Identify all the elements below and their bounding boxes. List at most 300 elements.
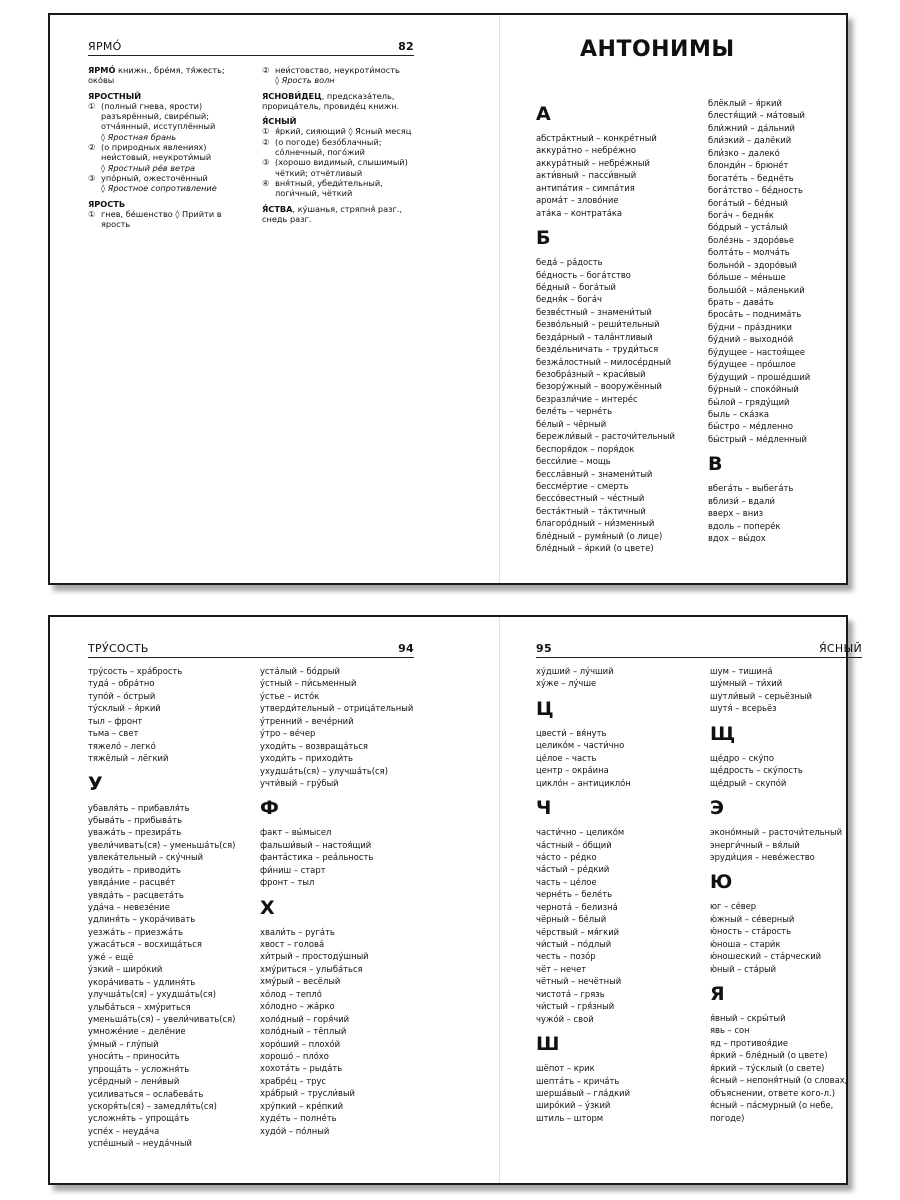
section-gap: [708, 475, 810, 482]
headword: ЯРОСТНЫЙ: [88, 90, 142, 101]
antonym-pair: броса́ть – поднима́ть: [708, 309, 802, 320]
section-gap: [710, 819, 847, 826]
antonym-pair: бо́дрый – уста́лый: [708, 222, 788, 233]
antonym-pair: бедня́к – бога́ч: [536, 294, 602, 305]
antonym-pair: юг – се́вер: [710, 901, 757, 912]
antonym-pair: абстра́ктный – конкре́тный: [536, 133, 657, 143]
antonym-pair: вдох – вы́дох: [708, 533, 766, 543]
antonym-pair: черне́ть – беле́ть: [536, 889, 613, 900]
antonym-pair: хи́трый – простоду́шный: [260, 951, 369, 962]
usage-example: ◊ Яростное сопротивление: [101, 183, 217, 194]
antonym-pair: цикло́н – антицикло́н: [536, 777, 631, 788]
section-gap: [710, 863, 847, 871]
section-letter: У: [88, 772, 103, 795]
dictionary-entry: [262, 65, 417, 86]
sense-body: [101, 101, 238, 142]
antonym-pair: бога́ч – бедня́к: [708, 209, 774, 220]
sense-body: [275, 157, 417, 178]
antonym-pair: убавля́ть – прибавля́ть: [88, 802, 190, 813]
antonym-pair: тяжело́ – легко́: [88, 740, 156, 751]
antonym-pair: шум – тишина́: [710, 666, 773, 676]
antonym-pair: шутли́вый – серьёзный: [710, 690, 812, 701]
dictionary-column-2: [262, 65, 417, 229]
antonym-pair: шепта́ть – крича́ть: [536, 1075, 620, 1086]
dictionary-entry: [262, 204, 417, 225]
section-gap: [536, 125, 675, 132]
antonym-pair: фронт – тыл: [260, 877, 315, 888]
dictionary-column-1: [88, 65, 238, 234]
antonym-pair: безве́стный – знамени́тый: [536, 306, 652, 317]
antonym-pair: чи́стый – по́длый: [536, 939, 612, 949]
section-gap: [536, 1025, 631, 1033]
antonym-pair: безда́рный – тала́нтливый: [536, 331, 653, 342]
antonym-pair: убыва́ть – прибыва́ть: [88, 814, 183, 825]
antonym-pair: хра́брый – трусли́вый: [260, 1088, 355, 1099]
antonym-pair: бессла́вный – знамени́тый: [536, 468, 653, 479]
entry-head-line: [262, 116, 417, 126]
antonym-pair: вбега́ть – выбега́ть: [708, 483, 794, 494]
section-letter: Я: [710, 983, 725, 1005]
header-word: Я́СНЫЙ: [818, 642, 862, 655]
antonym-pair: целико́м – части́чно: [536, 740, 625, 751]
antonym-pair: вдоль – попере́к: [708, 520, 781, 531]
entry-text: , предсказа́тель, прорица́тель, провиде́ц книжн.: [262, 90, 400, 111]
page-number: 82: [398, 40, 414, 53]
antonym-pair: бо́льше – ме́ньше: [708, 272, 786, 283]
section-gap: [710, 975, 847, 983]
antonym-pair: акти́вный – пасси́вный: [536, 170, 637, 181]
antonym-pair: ча́стый – ре́дкий: [536, 864, 610, 875]
antonym-pair: фальши́вый – настоя́щий: [260, 839, 372, 850]
section-gap: [710, 789, 847, 797]
antonym-pair: беста́ктный – та́ктичный: [536, 505, 646, 516]
antonym-pair: беда́ – ра́дость: [536, 257, 603, 268]
antonym-pair: беле́ть – черне́ть: [536, 406, 613, 417]
usage-example: ◊ Ярость волн: [275, 75, 335, 86]
antonym-pair: тяжёлый – лёгкий: [88, 753, 169, 764]
sense-text: (о природных явлениях) неи́стовый, неукроти́мый: [101, 142, 212, 163]
dictionary-entry: [88, 199, 238, 230]
antonym-pair: антипа́тия – симпа́тия: [536, 182, 635, 193]
section-gap: [536, 720, 631, 727]
antonym-pair: тьма – свет: [88, 728, 139, 739]
entry-head-line: [88, 65, 238, 86]
antonym-pair: части́чно – целико́м: [536, 827, 625, 838]
antonym-pair: уноси́ть – приноси́ть: [88, 1051, 180, 1062]
antonym-pair: бога́тый – бе́дный: [708, 197, 788, 208]
antonym-pair: у́тренний – вече́рний: [260, 715, 354, 726]
entry-sense: [262, 157, 417, 178]
antonym-pair: бе́лый – чёрный: [536, 418, 607, 429]
antonym-pair: шу́мный – ти́хий: [710, 678, 783, 689]
antonym-pair: беспоря́док – поря́док: [536, 443, 635, 454]
entry-head-line: [88, 199, 238, 209]
entry-text: книжн., бре́мя, тя́жесть; око́вы: [88, 65, 225, 86]
antonym-pair: ту́склый – я́ркий: [88, 703, 161, 714]
antonym-pair: бы́стрый – ме́дленный: [708, 433, 807, 444]
antonym-pair: удлиня́ть – укора́чивать: [88, 914, 196, 925]
antonym-pair: худе́ть – полне́ть: [260, 1113, 337, 1124]
antonym-pair: хму́рый – весёлый: [260, 976, 341, 987]
entry-sense: [88, 173, 238, 194]
antonym-pair: больно́й – здоро́вый: [708, 259, 797, 270]
antonym-pair: уменьша́ть(ся) – увели́чивать(ся): [88, 1013, 236, 1024]
antonym-pair: у́тро – ве́чер: [260, 728, 316, 739]
antonym-pair: бу́дни – пра́здники: [708, 321, 792, 332]
entry-sense: [262, 126, 417, 136]
antonym-pair: улучша́ть(ся) – ухудша́ть(ся): [88, 989, 216, 1000]
antonym-pair: уста́лый – бо́дрый: [260, 666, 340, 676]
antonym-column-2: [260, 665, 413, 1137]
section-letter: Ф: [260, 797, 279, 820]
antonym-pair: шутя́ – всерьёз: [710, 703, 777, 714]
bottom-book-spread: [48, 615, 862, 1185]
antonym-column-1: [536, 103, 675, 555]
antonym-pair: цвести́ – вя́нуть: [536, 727, 607, 738]
antonym-pair: уже́ – ещё: [88, 951, 134, 962]
entry-sense: [262, 137, 417, 158]
section-letter: В: [708, 453, 723, 476]
section-gap: [710, 893, 847, 900]
page-number: 94: [398, 642, 414, 655]
dictionary-entry: [262, 116, 417, 198]
antonym-pair: тыл – фронт: [88, 715, 143, 726]
antonym-pair: ча́сто – ре́дко: [536, 851, 597, 862]
sense-body: [101, 209, 238, 230]
antonym-pair: фанта́стика – реа́льность: [260, 852, 374, 863]
section-gap: [536, 219, 675, 227]
antonym-pair: хохота́ть – рыда́ть: [260, 1063, 343, 1074]
antonym-pair: безжа́лостный – милосе́рдный: [536, 356, 672, 367]
entry-head-line: [262, 91, 417, 112]
antonym-pair: безобра́зный – краси́вый: [536, 369, 646, 379]
header-word: ЯРМО́: [88, 40, 122, 53]
antonym-pair: центр – окра́ина: [536, 765, 609, 776]
section-letter: Б: [536, 227, 551, 250]
antonym-pair: хоро́ший – плохо́й: [260, 1038, 341, 1049]
antonym-pair: худо́й – по́лный: [260, 1125, 330, 1136]
antonym-pair: погоде): [710, 1112, 745, 1123]
antonym-pair: бесси́лие – мощь: [536, 456, 611, 467]
antonym-pair: усиливаться – ослабева́ть: [88, 1088, 204, 1099]
sense-number: ②: [262, 136, 270, 147]
antonym-pair: бы́стро – ме́дленно: [708, 421, 794, 432]
sense-body: [275, 126, 411, 136]
antonym-pair: ю́ность – ста́рость: [710, 926, 792, 937]
entry-text: , ку́шанья, стряпня́ разг., снедь разг.: [262, 203, 403, 224]
antonym-pair: бессо́вестный – че́стный: [536, 493, 645, 504]
antonym-pair: бу́дний – выходно́й: [708, 334, 794, 345]
antonym-pair: хорошо́ – пло́хо: [260, 1050, 329, 1061]
antonym-pair: увели́чивать(ся) – уменьша́ть(ся): [88, 839, 236, 850]
sense-number: ②: [88, 142, 96, 153]
antonym-pair: ча́стный – о́бщий: [536, 839, 612, 850]
usage-example: ◊ Яростный рёв ветра: [101, 162, 196, 173]
page-header: [88, 641, 414, 658]
top-book-spread: [48, 13, 848, 585]
antonym-pair: бли́зко – далеко́: [708, 147, 780, 158]
antonym-pair: ю́жный – се́верный: [710, 913, 795, 924]
section-gap: [710, 715, 847, 723]
antonym-pair: уходи́ть – возвраща́ться: [260, 740, 368, 751]
sense-text: гнев, бе́шенство ◊ Прийти в ярость: [101, 208, 222, 230]
section-gap: [710, 1005, 847, 1012]
antonym-pair: ху́же – лу́чше: [536, 678, 597, 689]
antonym-pair: бе́дный – бога́тый: [536, 281, 616, 292]
section-letter: Ц: [536, 697, 554, 720]
headword: ЯРОСТЬ: [88, 198, 126, 209]
antonym-pair: эконо́мный – расточи́тельный: [710, 827, 843, 838]
antonym-pair: чернота́ – белизна́: [536, 901, 618, 912]
sense-body: [275, 178, 417, 199]
antonym-pair: я́сный – па́смурный (о небе,: [710, 1100, 834, 1111]
antonym-pair: це́лое – часть: [536, 752, 597, 763]
antonym-pair: хо́лодно – жа́рко: [260, 1001, 335, 1012]
page-95: [500, 617, 862, 1183]
antonym-pair: хо́лод – тепло́: [260, 988, 322, 999]
page-94: [50, 617, 499, 1183]
antonym-pair: ата́ка – контрата́ка: [536, 207, 623, 218]
antonym-pair: хму́риться – улыба́ться: [260, 963, 363, 974]
section-gap: [260, 889, 413, 897]
antonym-pair: чи́стый – гря́зный: [536, 1001, 615, 1012]
page-number: 95: [536, 642, 552, 655]
antonym-pair: бле́дный – я́ркий (о цвете): [536, 543, 654, 554]
headword: Я́СНЫЙ: [262, 116, 297, 127]
sense-text: я́ркий, сияющий ◊ Ясный месяц: [275, 126, 412, 137]
antonym-pair: хру́пкий – кре́пкий: [260, 1100, 344, 1111]
antonym-pair: умноже́ние – деле́ние: [88, 1026, 186, 1037]
sense-text: (хорошо видимый, слышимый) чёткий; отчётливый: [275, 157, 408, 178]
antonym-pair: благоро́дный – ни́зменный: [536, 518, 655, 529]
antonym-pair: аккура́тно – небре́жно: [536, 145, 637, 156]
antonym-column-2: [708, 97, 810, 544]
antonym-pair: холо́дный – тёплый: [260, 1026, 347, 1037]
antonym-pair: эруди́ция – неве́жество: [710, 851, 815, 862]
antonym-pair: ху́дший – лу́чший: [536, 666, 614, 676]
antonym-pair: уходи́ть – приходи́ть: [260, 753, 353, 764]
antonym-pair: ускоря́ть(ся) – замедля́ть(ся): [88, 1101, 217, 1111]
antonym-pair: ще́дро – ску́по: [710, 752, 775, 763]
antonym-pair: усложня́ть – упроща́ть: [88, 1113, 190, 1124]
antonym-pair: тупо́й – о́стрый: [88, 690, 156, 701]
antonym-pair: увяда́ние – расцве́т: [88, 877, 176, 888]
page-header: [536, 641, 862, 658]
antonym-pair: у́стье – исто́к: [260, 690, 320, 701]
antonym-pair: бережли́вый – расточи́тельный: [536, 431, 675, 442]
antonym-pair: ухудша́ть(ся) – улучша́ть(ся): [260, 765, 388, 776]
antonym-pair: тру́сость – хра́брость: [88, 666, 183, 676]
section-gap: [88, 765, 235, 773]
antonym-pair: хвали́ть – руга́ть: [260, 926, 335, 937]
antonym-pair: я́ркий – бле́дный (о цвете): [710, 1050, 828, 1061]
section-gap: [260, 819, 413, 826]
antonym-pair: энерги́чный – вя́лый: [710, 839, 800, 850]
antonym-pair: блёклый – я́ркий: [708, 98, 782, 108]
antonym-pair: уважа́ть – презира́ть: [88, 827, 182, 838]
sense-number: ②: [262, 65, 270, 75]
antonym-pair: фи́ниш – старт: [260, 864, 326, 875]
antonym-pair: укора́чивать – удлиня́ть: [88, 976, 196, 987]
antonym-pair: ю́ношеский – ста́рческий: [710, 951, 822, 962]
antonym-pair: бы́лой – гряду́щий: [708, 396, 790, 407]
section-gap: [708, 445, 810, 453]
section-gap: [536, 789, 631, 797]
antonym-pair: ще́дрость – ску́пость: [710, 765, 803, 776]
sense-body: [275, 137, 417, 158]
entry-sense: [88, 101, 238, 142]
header-word: ТРУ́СОСТЬ: [88, 642, 149, 655]
section-gap: [536, 249, 675, 256]
antonym-pair: у́зкий – широ́кий: [88, 964, 163, 975]
section-gap: [88, 795, 235, 802]
antonym-pair: безво́льный – реши́тельный: [536, 319, 660, 330]
sense-body: [101, 142, 238, 173]
page-header: [88, 39, 414, 56]
antonym-pair: уводи́ть – приводи́ть: [88, 864, 181, 875]
section-gap: [710, 745, 847, 752]
antonym-pair: бога́тство – бе́дность: [708, 185, 803, 196]
headword: ЯРМО́: [88, 65, 116, 75]
antonym-pair: вблизи́ – вдали́: [708, 495, 775, 506]
antonym-pair: я́вный – скры́тый: [710, 1013, 786, 1023]
antonym-pair: увяда́ть – расцвета́ть: [88, 889, 184, 900]
antonym-pair: честь – позо́р: [536, 951, 596, 962]
section-letter: Ю: [710, 871, 733, 894]
antonym-pair: безде́льничать – труди́ться: [536, 344, 659, 355]
antonym-pair: безору́жный – вооружённый: [536, 381, 662, 392]
entry-head-line: [262, 204, 417, 225]
dictionary-entry: [262, 91, 417, 112]
antonym-pair: чёрствый – мя́гкий: [536, 926, 620, 937]
antonym-pair: широ́кий – у́зкий: [536, 1100, 611, 1111]
antonym-pair: туда́ – обра́тно: [88, 678, 155, 689]
antonym-pair: улыба́ться – хму́риться: [88, 1001, 191, 1012]
antonym-pair: ю́ный – ста́рый: [710, 963, 777, 974]
antonym-pair: у́стный – пи́сьменный: [260, 678, 357, 689]
headword: ЯСНОВИ́ДЕЦ: [262, 90, 322, 101]
antonym-pair: я́сный – непоня́тный (о словах,: [710, 1075, 848, 1086]
antonym-pair: шерша́вый – гла́дкий: [536, 1087, 631, 1098]
antonym-pair: брать – дава́ть: [708, 297, 774, 307]
section-gap: [536, 1055, 631, 1062]
antonym-pair: хвост – голова́: [260, 939, 325, 949]
entry-head-line: [88, 91, 238, 101]
antonym-pair: бе́дность – бога́тство: [536, 269, 631, 280]
antonym-pair: успе́х – неуда́ча: [88, 1125, 160, 1136]
entry-sense: [88, 209, 238, 230]
sense-number: ①: [88, 208, 96, 219]
antonym-pair: аккура́тный – небре́жный: [536, 157, 650, 168]
antonym-pair: чёрный – бе́лый: [536, 914, 607, 925]
sense-text: (полный гнева, ярости) разъярённый, свире́пый; отча́янный, исступлённый: [101, 100, 216, 132]
antonym-pair: бу́рный – споко́йный: [708, 384, 799, 395]
antonym-pair: богате́ть – бедне́ть: [708, 172, 794, 183]
antonym-pair: ю́ноша – стари́к: [710, 938, 781, 949]
antonym-pair: у́мный – глу́пый: [88, 1038, 159, 1049]
section-letter: Э: [710, 797, 724, 820]
antonym-pair: чистота́ – грязь: [536, 988, 605, 999]
antonym-pair: увлека́тельный – ску́чный: [88, 852, 204, 863]
sense-body: [275, 65, 400, 86]
antonym-pair: холо́дный – горя́чий: [260, 1013, 350, 1024]
antonym-column-2: [710, 665, 847, 1124]
antonym-pair: уда́ча – невезе́ние: [88, 902, 170, 912]
antonym-pair: блонди́н – брюне́т: [708, 160, 789, 171]
antonym-pair: усе́рдный – лени́вый: [88, 1076, 180, 1087]
antonym-pair: арома́т – злово́ние: [536, 195, 619, 206]
antonym-pair: яд – противоя́дие: [710, 1037, 789, 1048]
antonym-pair: блестя́щий – ма́товый: [708, 110, 805, 121]
sense-body: [101, 173, 217, 194]
headword: Я́СТВА: [262, 203, 293, 214]
antonym-pair: чётный – нечётный: [536, 976, 622, 987]
antonym-pair: боле́знь – здоро́вье: [708, 234, 795, 245]
section-gap: [260, 789, 413, 797]
antonym-pair: штиль – шторм: [536, 1112, 604, 1123]
section-title: АНТОНИМЫ: [580, 37, 735, 62]
antonym-column-1: [536, 665, 631, 1124]
dictionary-entry: [88, 91, 238, 194]
section-letter: Ш: [536, 1033, 560, 1056]
section-letter: Щ: [710, 722, 736, 745]
antonym-pair: упроща́ть – усложня́ть: [88, 1063, 190, 1074]
section-letter: А: [536, 103, 551, 125]
entry-sense: [88, 142, 238, 173]
sense-text: вня́тный, убеди́тельный, логи́чный, чёткий: [275, 177, 383, 199]
sense-number: ③: [88, 172, 96, 183]
antonym-pair: быль – ска́зка: [708, 408, 770, 419]
page-82: [50, 15, 499, 583]
antonym-pair: безразли́чие – интере́с: [536, 393, 638, 404]
entry-sense: [262, 178, 417, 199]
antonym-pair: ще́дрый – скупо́й: [710, 777, 787, 788]
antonym-pair: успе́шный – неуда́чный: [88, 1138, 192, 1149]
antonym-pair: бессме́ртие – смерть: [536, 480, 629, 491]
sense-number: ①: [88, 100, 96, 111]
sense-text: неи́стовство, неукроти́мость: [275, 65, 400, 75]
sense-text: (о погоде) безо́блачный; со́лнечный, пого́жий: [275, 136, 382, 158]
antonym-pair: бу́дущее – про́шлое: [708, 359, 796, 370]
antonym-pair: учти́вый – гру́бый: [260, 777, 339, 788]
antonym-pair: бу́дущий – проше́дший: [708, 371, 811, 382]
antonym-pair: чужо́й – свой: [536, 1013, 594, 1024]
section-gap: [536, 690, 631, 698]
antonym-pair: ужаса́ться – восхища́ться: [88, 939, 202, 950]
section-letter: Ч: [536, 797, 552, 820]
antonym-column-1: [88, 665, 235, 1150]
antonym-pair: бли́жний – да́льний: [708, 122, 795, 133]
sense-number: ③: [262, 157, 270, 168]
dictionary-entry: [88, 65, 238, 86]
antonym-pair: чёт – нечет: [536, 963, 587, 974]
antonym-pair: утверди́тельный – отрица́тельный: [260, 703, 414, 714]
page-83: [500, 15, 848, 583]
antonym-pair: бле́дный – румя́ный (о лице): [536, 530, 663, 541]
antonym-pair: большо́й – ма́ленький: [708, 284, 805, 295]
antonym-pair: вверх – вниз: [708, 508, 764, 519]
antonym-pair: уезжа́ть – приезжа́ть: [88, 926, 183, 937]
antonym-pair: часть – це́лое: [536, 876, 597, 887]
antonym-pair: явь – сон: [710, 1025, 750, 1036]
antonym-pair: храбре́ц – трус: [260, 1075, 327, 1086]
usage-example: ◊ Яростная брань: [101, 131, 177, 142]
sense-text: упо́рный, ожесточённый: [101, 172, 208, 183]
section-letter: Х: [260, 896, 275, 919]
antonym-pair: болта́ть – молча́ть: [708, 247, 790, 258]
antonym-pair: бли́зкий – далёкий: [708, 135, 792, 146]
antonym-pair: я́ркий – ту́склый (о свете): [710, 1062, 825, 1073]
